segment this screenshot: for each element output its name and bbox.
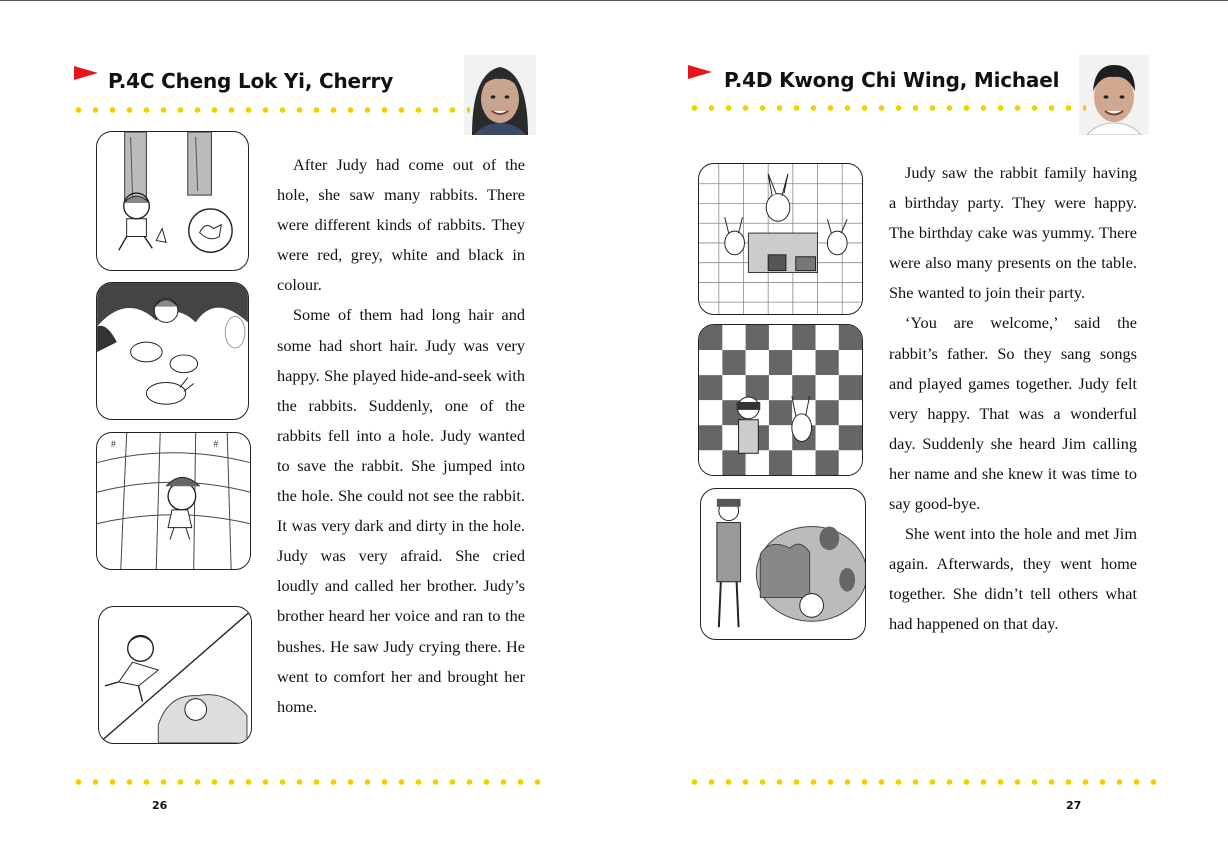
illustration-panel-3 — [700, 488, 866, 640]
author-photo — [1079, 55, 1149, 135]
red-flag-icon — [688, 65, 712, 79]
paragraph: ‘You are welcome,’ said the rabbit’s father. So they sang songs and played games together. Judy felt very happy. That was a wonderful day. Suddenly she heard Jim calling her name and she knew it was time to say good-bye. — [889, 313, 1137, 514]
page-number: 27 — [1066, 799, 1082, 812]
illustration-panel-1 — [96, 131, 249, 271]
right-page — [614, 0, 1228, 868]
paragraph: She went into the hole and met Jim again. Afterwards, they went home together. She didn’t tell others what had happened on that day. — [889, 524, 1137, 634]
red-flag-icon — [74, 66, 98, 80]
story-text-left — [277, 150, 525, 722]
story-text-right — [889, 158, 1137, 640]
dotted-divider-bottom — [686, 778, 1166, 786]
illustration-panel-4 — [98, 606, 252, 744]
illustration-panel-2 — [698, 324, 863, 476]
svg-text:#: # — [110, 438, 116, 450]
illustration-panel-2 — [96, 282, 249, 420]
dotted-divider-top — [686, 104, 1086, 112]
illustration-panel-3 — [96, 432, 251, 570]
paragraph: After Judy had come out of the hole, she saw many rabbits. There were different kinds of rabbits. They were red, grey, white and black in colour. — [277, 155, 525, 295]
author-photo — [464, 55, 536, 135]
paragraph: Judy saw the rabbit family having a birthday party. They were happy. The birthday cake was yummy. There were also many presents on the table. She wanted to join their party. — [889, 163, 1137, 303]
author-name: P.4D Kwong Chi Wing, Michael — [724, 68, 1060, 92]
author-name: P.4C Cheng Lok Yi, Cherry — [108, 69, 394, 93]
dotted-divider-bottom — [70, 778, 550, 786]
dotted-divider-top — [70, 106, 470, 114]
paragraph: Some of them had long hair and some had short hair. Judy was very happy. She played hide-and-seek with the rabbits. Suddenly, one of the rabbits fell into a hole. Judy wanted to save the rabbit. She jumped into the hole. She could not see the rabbit. It was very dark and dirty in the hole. Judy was very afraid. She cried loudly and called her brother. Judy’s brother heard her voice and ran to the bushes. He saw Judy crying there. He went to comfort her and brought her home. — [277, 305, 525, 716]
illustration-panel-1 — [698, 163, 863, 315]
svg-text:#: # — [213, 438, 219, 450]
page-number: 26 — [152, 799, 168, 812]
